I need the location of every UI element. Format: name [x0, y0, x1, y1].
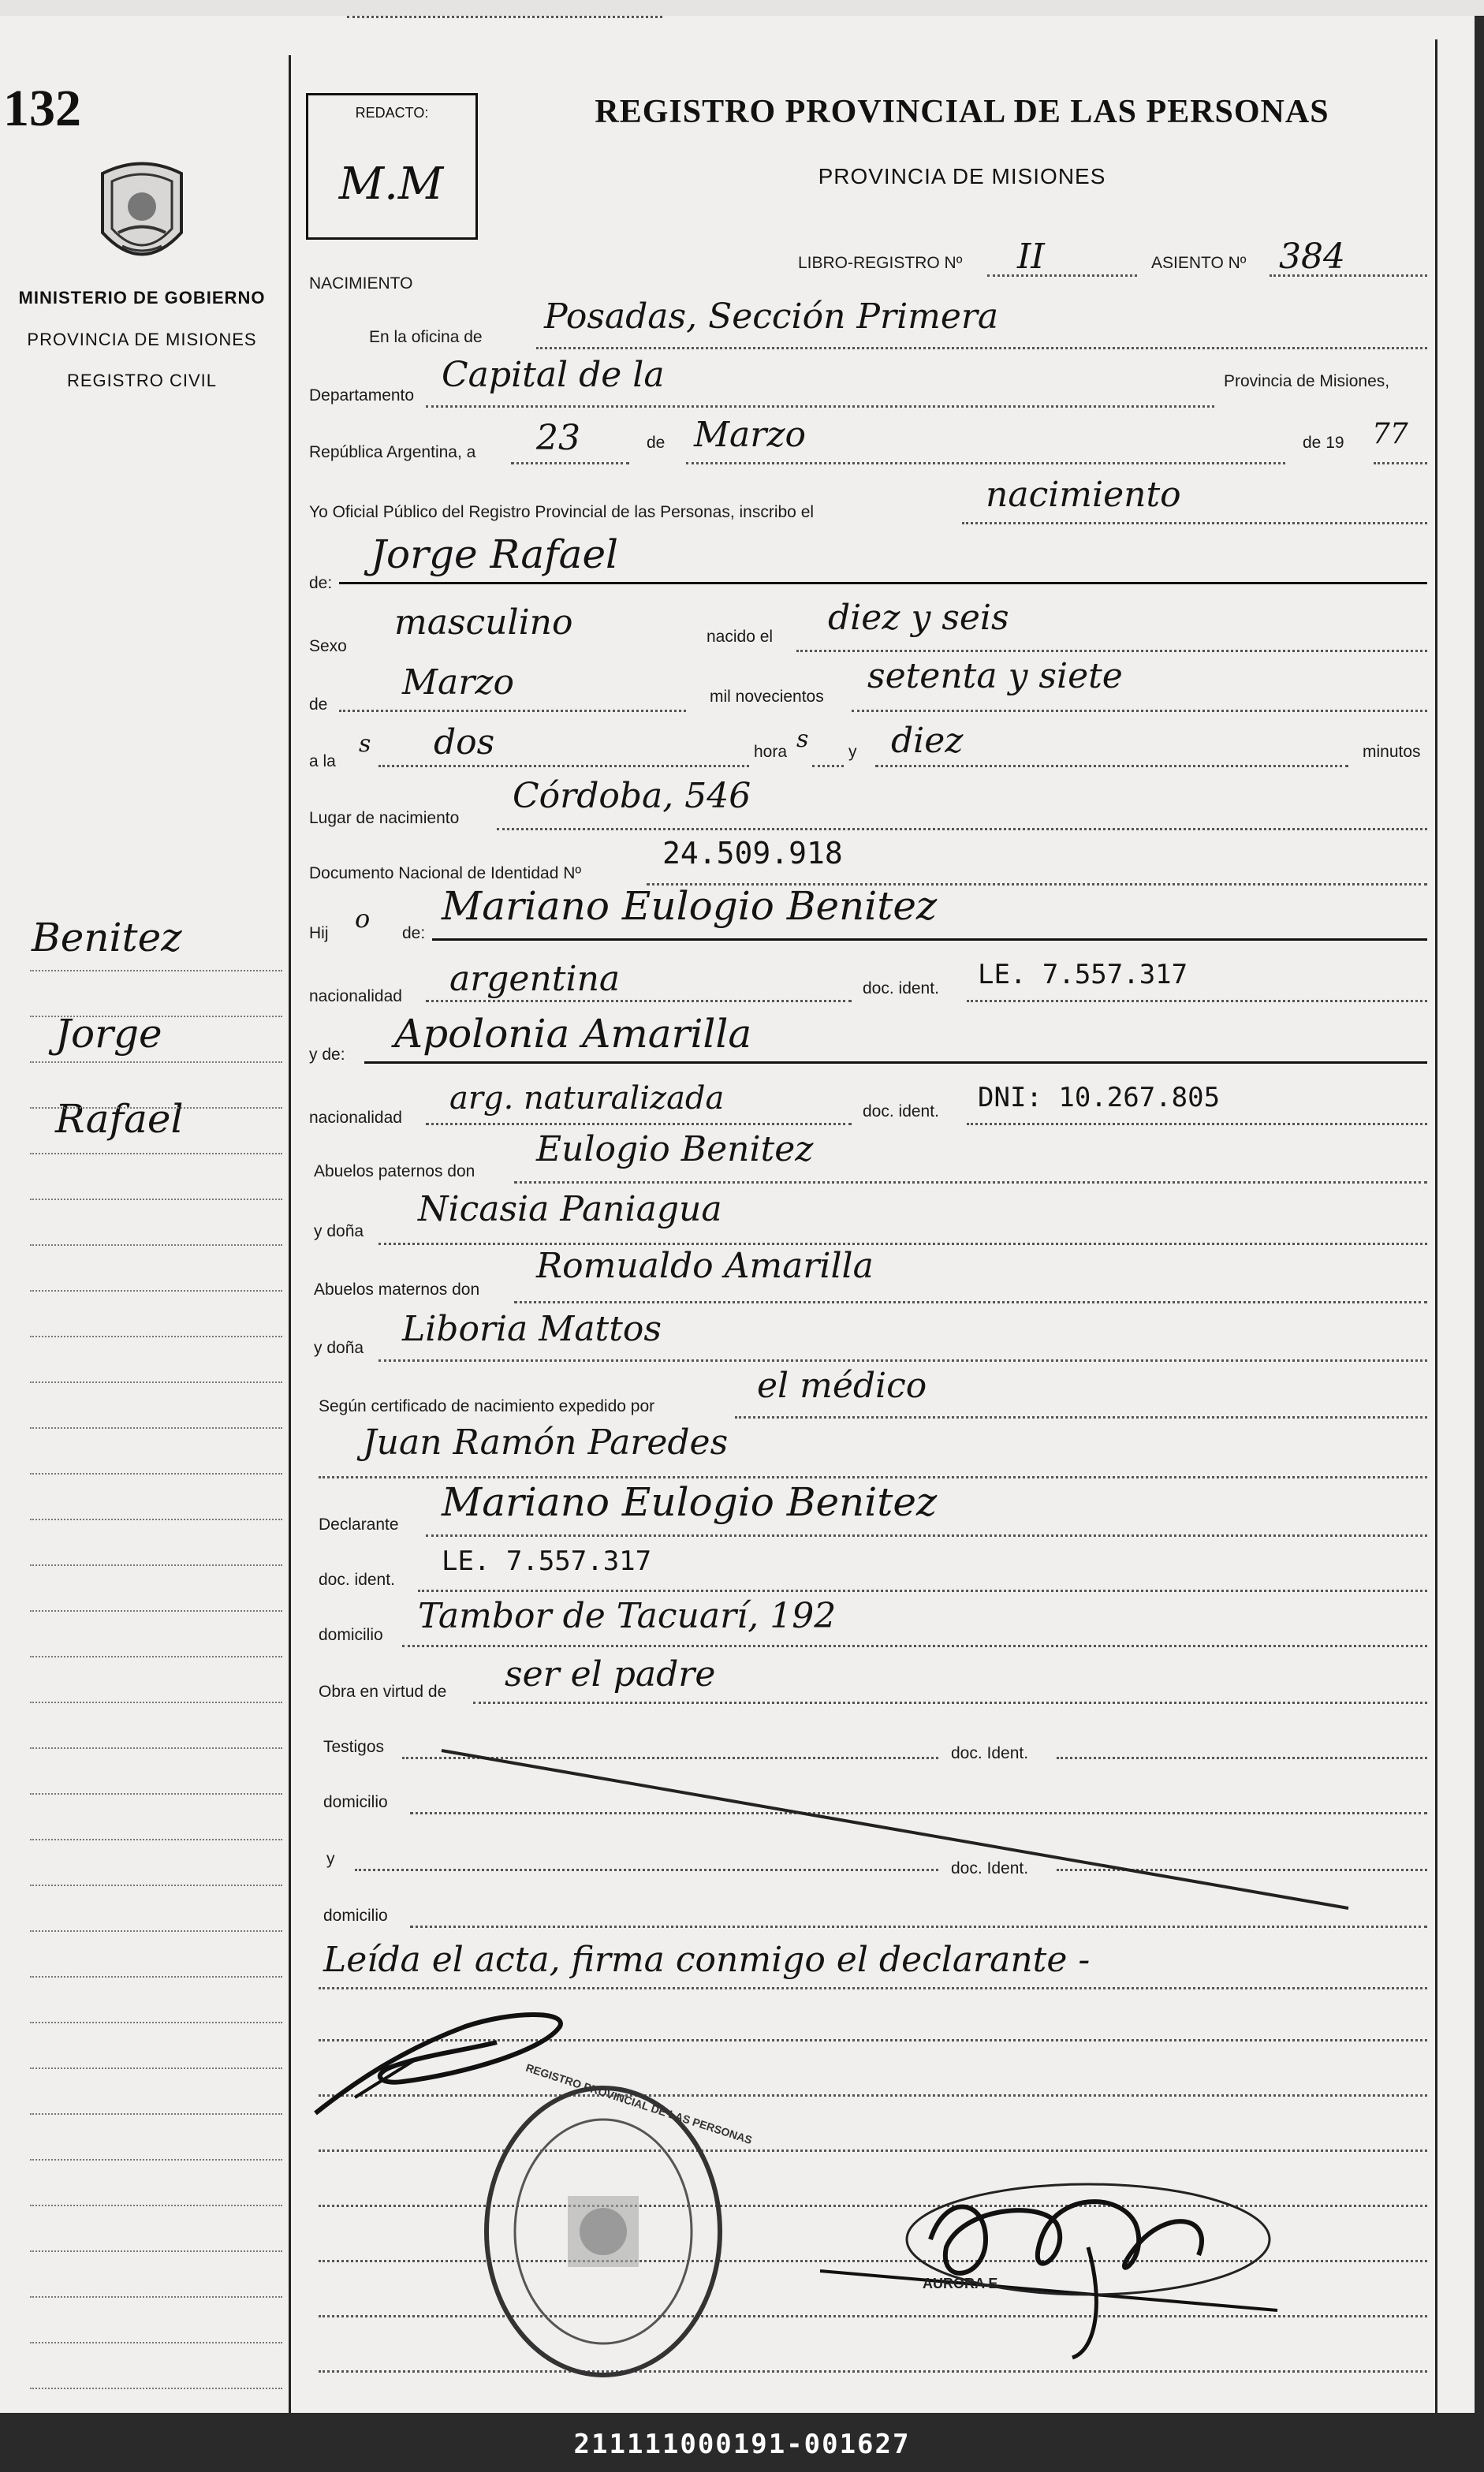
mes-value: Marzo: [694, 415, 806, 455]
hij-label: Hij: [309, 924, 329, 942]
hora-suffix: s: [796, 725, 809, 753]
testigo2-domicilio-line: [410, 1926, 1427, 1928]
registry-heading: REGISTRO CIVIL: [66, 371, 218, 390]
anio-line: [1374, 462, 1427, 464]
margin-line: [30, 1336, 282, 1337]
margin-line: [30, 1702, 282, 1703]
abuelo-pat-line: [514, 1181, 1427, 1184]
inscribo-line: [962, 522, 1427, 524]
padre-nac-value: argentina: [449, 959, 621, 999]
padre-doc-line: [967, 1000, 1427, 1002]
libro-line: [987, 274, 1137, 277]
margin-line: [30, 2388, 282, 2389]
padre-doc-label: doc. ident.: [863, 979, 939, 997]
medico-value: Juan Ramón Paredes: [363, 1422, 729, 1463]
margin-line: [30, 1564, 282, 1566]
nombre-line: [339, 582, 1427, 584]
provincial-seal-icon: [87, 158, 197, 276]
redacto-initials: M.M: [338, 158, 444, 210]
margin-line: [30, 2067, 282, 2069]
anio-value: 77: [1372, 418, 1408, 450]
margin-line: [30, 1061, 282, 1063]
padre-line: [432, 938, 1427, 941]
dia-line: [511, 462, 629, 464]
y-label: y: [848, 743, 857, 761]
lugar-label: Lugar de nacimiento: [309, 809, 460, 827]
margin-line: [30, 1016, 282, 1017]
stamp-text: REGISTRO PROVINCIAL DE LAS PERSONAS: [524, 2060, 754, 2147]
abuela-mat-value: Liboria Mattos: [402, 1309, 662, 1349]
testigo2-domicilio-label: domicilio: [323, 1907, 388, 1925]
asiento-label: ASIENTO Nº: [1151, 254, 1247, 272]
margin-line: [30, 1610, 282, 1612]
domicilio-value: Tambor de Tacuarí, 192: [418, 1596, 837, 1636]
margin-first-name: Jorge: [55, 1011, 162, 1057]
de-19-label: de 19: [1303, 434, 1344, 452]
dia-value: 23: [536, 418, 580, 458]
margin-line: [30, 1519, 282, 1520]
margin-line: [30, 1656, 282, 1657]
image-id: 211111000191-001627: [573, 2429, 911, 2460]
anio-nac-value: setenta y siete: [867, 656, 1123, 696]
mes-line: [686, 462, 1285, 464]
margin-line: [30, 970, 282, 971]
hora-label: hora: [754, 743, 788, 761]
testigos-label: Testigos: [323, 1738, 385, 1756]
margin-line: [30, 1793, 282, 1795]
republica-label: República Argentina, a: [309, 443, 476, 461]
testigos-y-label: y: [326, 1850, 335, 1868]
declarante-line: [426, 1534, 1427, 1537]
margin-line: [30, 1107, 282, 1109]
yo-oficial-label: Yo Oficial Público del Registro Provincial de las Personas, inscribo el: [309, 503, 815, 521]
margin-line: [30, 1930, 282, 1932]
closing-sentence: Leída el acta, firma conmigo el declarante -: [323, 1940, 1091, 1980]
margin-line: [30, 2296, 282, 2298]
nacido-el-label: nacido el: [707, 628, 774, 646]
obra-line: [473, 1702, 1427, 1704]
nacido-el-value: diez y seis: [828, 598, 1009, 638]
folio-number: 132: [3, 80, 81, 137]
margin-line: [30, 1473, 282, 1475]
certificado-line: [735, 1416, 1427, 1419]
official-signature: [804, 2176, 1372, 2373]
declarante-doc-value: LE. 7.557.317: [442, 1545, 652, 1577]
segun-certificado-label: Según certificado de nacimiento expedido por: [319, 1397, 655, 1415]
departamento-line: [426, 405, 1214, 408]
margin-line: [30, 1199, 282, 1200]
hij-de-label: de:: [402, 924, 426, 942]
padre-nacionalidad-label: nacionalidad: [309, 987, 402, 1005]
madre-nac-value: arg. naturalizada: [449, 1080, 725, 1117]
abuela-mat-label: y doña: [314, 1339, 364, 1357]
departamento-value: Capital de la: [442, 355, 665, 395]
de-nombre-label: de:: [309, 574, 333, 592]
madre-nac-line: [426, 1123, 852, 1125]
lugar-line: [497, 828, 1427, 830]
libro-value: II: [1017, 237, 1045, 277]
nacido-el-line: [796, 650, 1427, 652]
margin-line: [30, 1427, 282, 1429]
dni-label: Documento Nacional de Identidad Nº: [309, 864, 582, 882]
madre-nacionalidad-label: nacionalidad: [309, 1109, 402, 1127]
medico-line: [319, 1476, 1427, 1478]
nombre-value: Jorge Rafael: [371, 531, 619, 577]
oficina-label: En la oficina de: [369, 328, 483, 346]
abuela-pat-label: y doña: [314, 1222, 364, 1240]
margin-line: [30, 1381, 282, 1383]
abuela-pat-value: Nicasia Paniagua: [418, 1189, 722, 1229]
redacto-label: REDACTO:: [355, 105, 429, 121]
padre-nac-line: [426, 1000, 852, 1002]
mil-novecientos-label: mil novecientos: [710, 688, 824, 706]
margin-line: [30, 1976, 282, 1978]
hora-value: dos: [434, 722, 495, 762]
declarante-doc-label: doc. ident.: [319, 1571, 395, 1589]
page-subtitle: PROVINCIA DE MISIONES: [818, 164, 1106, 188]
margin-line: [30, 2250, 282, 2252]
birth-certificate-page: [0, 16, 1475, 2413]
redacto-box: [306, 93, 478, 240]
sexo-label: Sexo: [309, 637, 347, 655]
asiento-value: 384: [1279, 237, 1345, 277]
dni-value: 24.509.918: [662, 836, 843, 871]
margin-rule: [289, 55, 291, 2413]
margin-line: [30, 1747, 282, 1749]
abuelo-mat-value: Romualdo Amarilla: [536, 1246, 874, 1286]
margin-second-name: Rafael: [55, 1096, 184, 1142]
inscribo-value: nacimiento: [986, 475, 1181, 515]
minutos-line: [875, 765, 1348, 767]
province-heading: PROVINCIA DE MISIONES: [27, 330, 257, 349]
a-la-suffix: s: [359, 730, 371, 758]
abuela-mat-line: [378, 1359, 1427, 1362]
margin-line: [30, 2159, 282, 2161]
hij-suffix: o: [355, 904, 371, 934]
certificado-value: el médico: [757, 1366, 927, 1406]
obra-value: ser el padre: [505, 1654, 716, 1695]
official-name-stamp: AURORA E.: [923, 2276, 1002, 2291]
departamento-label: Departamento: [309, 386, 415, 405]
margin-line: [30, 2113, 282, 2115]
scan-top-edge: [0, 0, 1484, 16]
a-la-label: a la: [309, 752, 336, 770]
mes-nac-line: [339, 710, 686, 712]
testigo2-doc-label: doc. Ident.: [951, 1859, 1029, 1877]
madre-doc-label: doc. ident.: [863, 1102, 939, 1120]
abuela-pat-line: [378, 1243, 1427, 1245]
madre-line: [364, 1061, 1427, 1064]
oficina-value: Posadas, Sección Primera: [544, 296, 999, 337]
margin-line: [30, 1885, 282, 1886]
abuelo-mat-line: [514, 1301, 1427, 1303]
de-mes-label: de: [309, 695, 328, 714]
declarante-value: Mariano Eulogio Benitez: [442, 1479, 938, 1525]
declarante-doc-line: [418, 1590, 1427, 1592]
testigos-doc-label: doc. Ident.: [951, 1744, 1029, 1762]
margin-line: [30, 1839, 282, 1840]
abuelo-pat-value: Eulogio Benitez: [536, 1129, 814, 1169]
ministry-heading: MINISTERIO DE GOBIERNO: [18, 288, 266, 308]
margin-line: [30, 2342, 282, 2343]
mes-nac-value: Marzo: [402, 662, 514, 703]
obra-label: Obra en virtud de: [319, 1683, 447, 1701]
sexo-line: [347, 16, 662, 18]
closing-line: [319, 1987, 1427, 1989]
oficina-line: [536, 347, 1427, 349]
anio-nac-line: [852, 710, 1427, 712]
madre-doc-value: DNI: 10.267.805: [978, 1082, 1221, 1113]
hora-suffix-line: [812, 765, 844, 767]
domicilio-line: [402, 1645, 1427, 1647]
provincia-misiones-label: Provincia de Misiones,: [1224, 372, 1390, 390]
abuelos-maternos-label: Abuelos maternos don: [314, 1281, 480, 1299]
madre-doc-line: [967, 1123, 1427, 1125]
lugar-value: Córdoba, 546: [513, 776, 751, 816]
margin-line: [30, 2205, 282, 2206]
nacimiento-label: NACIMIENTO: [309, 274, 413, 293]
declarante-label: Declarante: [319, 1516, 399, 1534]
testigos-cross-out: [426, 1735, 1372, 1924]
minutos-value: diez: [891, 721, 964, 761]
y-de-label: y de:: [309, 1046, 345, 1064]
margin-line: [30, 1290, 282, 1292]
minutos-label: minutos: [1363, 743, 1421, 761]
margin-line: [30, 2022, 282, 2023]
de-label: de: [647, 434, 666, 452]
right-rule: [1435, 39, 1437, 2413]
margin-line: [30, 1153, 282, 1154]
hora-line: [378, 765, 749, 767]
padre-value: Mariano Eulogio Benitez: [442, 883, 938, 929]
madre-value: Apolonia Amarilla: [394, 1011, 752, 1057]
abuelos-paternos-label: Abuelos paternos don: [314, 1162, 475, 1180]
testigos-domicilio-label: domicilio: [323, 1793, 388, 1811]
libro-label: LIBRO-REGISTRO Nº: [798, 254, 963, 272]
margin-line: [30, 1244, 282, 1246]
sexo-value: masculino: [394, 602, 573, 643]
page-title: REGISTRO PROVINCIAL DE LAS PERSONAS: [595, 94, 1329, 130]
margin-surname: Benitez: [32, 915, 182, 960]
padre-doc-value: LE. 7.557.317: [978, 959, 1188, 990]
domicilio-label: domicilio: [319, 1626, 383, 1644]
